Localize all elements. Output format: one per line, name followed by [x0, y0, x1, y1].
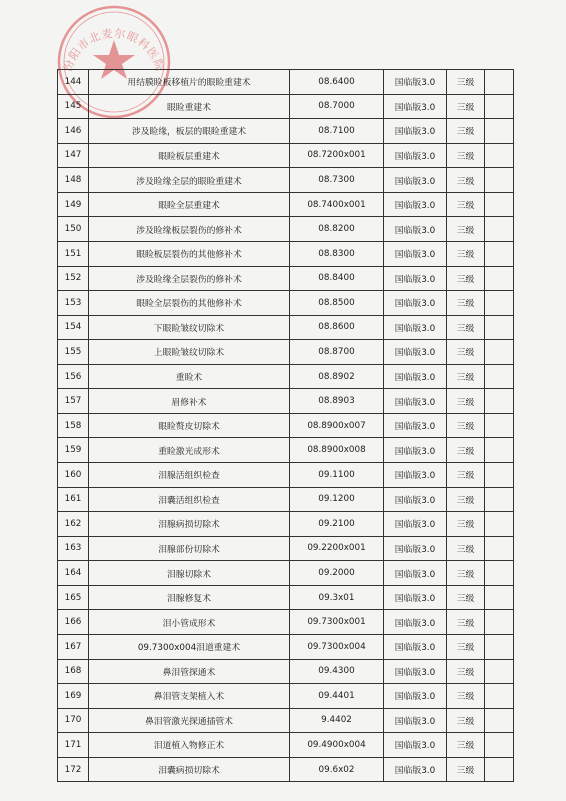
table-row — [58, 70, 514, 95]
table-row — [58, 757, 514, 782]
remark — [485, 266, 514, 291]
code-version: 国临版3.0 — [384, 733, 447, 758]
procedure-name: 眼睑板层重建术 — [89, 143, 290, 168]
surgery-level: 三级 — [447, 389, 485, 414]
table-row — [58, 217, 514, 242]
procedure-name: 眼睑全层重建术 — [89, 192, 290, 217]
remark — [485, 340, 514, 365]
procedure-name: 涉及睑缘，板层的眼睑重建术 — [89, 119, 290, 144]
surgery-level: 三级 — [447, 94, 485, 119]
code-version: 国临版3.0 — [384, 389, 447, 414]
row-number: 148 — [58, 168, 89, 193]
code-version: 国临版3.0 — [384, 119, 447, 144]
table-row — [58, 340, 514, 365]
surgery-level: 三级 — [447, 364, 485, 389]
surgery-level: 三级 — [447, 610, 485, 635]
procedure-name: 眼睑板层裂伤的其他修补术 — [89, 241, 290, 266]
row-number: 154 — [58, 315, 89, 340]
surgery-level: 三级 — [447, 291, 485, 316]
code-version: 国临版3.0 — [384, 487, 447, 512]
remark — [485, 143, 514, 168]
code-version: 国临版3.0 — [384, 315, 447, 340]
row-number: 159 — [58, 438, 89, 463]
procedure-code: 08.7300 — [290, 168, 384, 193]
code-version: 国临版3.0 — [384, 364, 447, 389]
row-number: 151 — [58, 241, 89, 266]
remark — [485, 119, 514, 144]
surgery-level: 三级 — [447, 757, 485, 782]
row-number: 161 — [58, 487, 89, 512]
code-version: 国临版3.0 — [384, 708, 447, 733]
row-number: 164 — [58, 561, 89, 586]
procedure-name: 涉及睑缘全层裂伤的修补术 — [89, 266, 290, 291]
procedure-name: 泪腺病损切除术 — [89, 512, 290, 537]
remark — [485, 413, 514, 438]
procedure-code: 08.8900x008 — [290, 438, 384, 463]
remark — [485, 561, 514, 586]
table-row — [58, 561, 514, 586]
remark — [485, 70, 514, 95]
surgery-level: 三级 — [447, 413, 485, 438]
code-version: 国临版3.0 — [384, 684, 447, 709]
procedure-code: 09.7300x001 — [290, 610, 384, 635]
procedure-code: 08.8400 — [290, 266, 384, 291]
procedure-code: 09.2000 — [290, 561, 384, 586]
procedure-name: 泪腺部份切除术 — [89, 536, 290, 561]
procedure-name: 鼻泪管探通术 — [89, 659, 290, 684]
procedure-name: 泪道植入物修正术 — [89, 733, 290, 758]
surgery-level: 三级 — [447, 708, 485, 733]
code-version: 国临版3.0 — [384, 634, 447, 659]
procedure-code: 08.8902 — [290, 364, 384, 389]
remark — [485, 168, 514, 193]
row-number: 146 — [58, 119, 89, 144]
remark — [485, 438, 514, 463]
procedure-code: 09.4300 — [290, 659, 384, 684]
remark — [485, 536, 514, 561]
procedure-name: 涉及睑缘全层的眼睑重建术 — [89, 168, 290, 193]
table-row — [58, 119, 514, 144]
code-version: 国临版3.0 — [384, 70, 447, 95]
code-version: 国临版3.0 — [384, 512, 447, 537]
row-number: 145 — [58, 94, 89, 119]
procedure-code: 09.6x02 — [290, 757, 384, 782]
procedure-name: 09.7300x004泪道重建术 — [89, 634, 290, 659]
table-row — [58, 94, 514, 119]
procedure-name: 泪腺活组织检查 — [89, 463, 290, 488]
row-number: 162 — [58, 512, 89, 537]
table-row — [58, 463, 514, 488]
remark — [485, 512, 514, 537]
table-row — [58, 536, 514, 561]
row-number: 147 — [58, 143, 89, 168]
procedure-name: 重睑术 — [89, 364, 290, 389]
surgery-level: 三级 — [447, 561, 485, 586]
remark — [485, 634, 514, 659]
remark — [485, 241, 514, 266]
code-version: 国临版3.0 — [384, 659, 447, 684]
surgery-level: 三级 — [447, 634, 485, 659]
row-number: 150 — [58, 217, 89, 242]
procedure-name: 用结膜睑板移植片的眼睑重建术 — [89, 70, 290, 95]
table-row — [58, 659, 514, 684]
surgery-level: 三级 — [447, 512, 485, 537]
procedure-code: 08.8300 — [290, 241, 384, 266]
table-row — [58, 241, 514, 266]
procedure-code: 08.7000 — [290, 94, 384, 119]
code-version: 国临版3.0 — [384, 217, 447, 242]
row-number: 163 — [58, 536, 89, 561]
code-version: 国临版3.0 — [384, 585, 447, 610]
table-row — [58, 487, 514, 512]
procedure-code: 08.8200 — [290, 217, 384, 242]
remark — [485, 389, 514, 414]
remark — [485, 291, 514, 316]
row-number: 168 — [58, 659, 89, 684]
surgery-level: 三级 — [447, 315, 485, 340]
procedure-code: 08.8600 — [290, 315, 384, 340]
surgery-level: 三级 — [447, 266, 485, 291]
surgery-level: 三级 — [447, 241, 485, 266]
row-number: 166 — [58, 610, 89, 635]
row-number: 152 — [58, 266, 89, 291]
surgery-level: 三级 — [447, 733, 485, 758]
remark — [485, 217, 514, 242]
table-body — [58, 70, 514, 782]
procedure-name: 涉及睑缘板层裂伤的修补术 — [89, 217, 290, 242]
remark — [485, 757, 514, 782]
code-version: 国临版3.0 — [384, 340, 447, 365]
code-version: 国临版3.0 — [384, 94, 447, 119]
procedure-code: 08.7100 — [290, 119, 384, 144]
code-version: 国临版3.0 — [384, 561, 447, 586]
row-number: 172 — [58, 757, 89, 782]
procedure-name: 上眼睑皱纹切除术 — [89, 340, 290, 365]
procedure-code: 08.7400x001 — [290, 192, 384, 217]
procedure-name: 泪小管成形术 — [89, 610, 290, 635]
table-row — [58, 585, 514, 610]
code-version: 国临版3.0 — [384, 241, 447, 266]
table-row — [58, 634, 514, 659]
procedure-code: 09.4401 — [290, 684, 384, 709]
table-row — [58, 413, 514, 438]
surgery-level: 三级 — [447, 536, 485, 561]
procedure-name: 眼睑赘皮切除术 — [89, 413, 290, 438]
surgery-level: 三级 — [447, 70, 485, 95]
procedure-code: 09.2100 — [290, 512, 384, 537]
table-row — [58, 512, 514, 537]
code-version: 国临版3.0 — [384, 192, 447, 217]
procedure-name: 眼睑重建术 — [89, 94, 290, 119]
code-version: 国临版3.0 — [384, 463, 447, 488]
table-row — [58, 610, 514, 635]
table-row — [58, 266, 514, 291]
row-number: 171 — [58, 733, 89, 758]
table-row — [58, 315, 514, 340]
procedure-name: 鼻泪管支架植入术 — [89, 684, 290, 709]
remark — [485, 659, 514, 684]
procedure-code: 08.8700 — [290, 340, 384, 365]
procedure-name: 眼睑全层裂伤的其他修补术 — [89, 291, 290, 316]
remark — [485, 684, 514, 709]
remark — [485, 315, 514, 340]
table-row — [58, 192, 514, 217]
surgery-level: 三级 — [447, 217, 485, 242]
row-number: 153 — [58, 291, 89, 316]
table-row — [58, 684, 514, 709]
procedure-code: 09.3x01 — [290, 585, 384, 610]
surgery-level: 三级 — [447, 192, 485, 217]
table-row — [58, 708, 514, 733]
row-number: 156 — [58, 364, 89, 389]
code-version: 国临版3.0 — [384, 291, 447, 316]
remark — [485, 487, 514, 512]
remark — [485, 708, 514, 733]
surgery-level: 三级 — [447, 168, 485, 193]
remark — [485, 94, 514, 119]
remark — [485, 364, 514, 389]
procedure-code: 09.7300x004 — [290, 634, 384, 659]
row-number: 169 — [58, 684, 89, 709]
procedure-name: 下眼睑皱纹切除术 — [89, 315, 290, 340]
row-number: 155 — [58, 340, 89, 365]
code-version: 国临版3.0 — [384, 438, 447, 463]
remark — [485, 463, 514, 488]
row-number: 149 — [58, 192, 89, 217]
procedure-code: 08.8900x007 — [290, 413, 384, 438]
procedure-code: 09.2200x001 — [290, 536, 384, 561]
code-version: 国临版3.0 — [384, 413, 447, 438]
procedure-table — [57, 69, 514, 782]
code-version: 国临版3.0 — [384, 143, 447, 168]
surgery-level: 三级 — [447, 143, 485, 168]
procedure-name: 泪腺修复术 — [89, 585, 290, 610]
table-row — [58, 733, 514, 758]
table-row — [58, 364, 514, 389]
table-row — [58, 143, 514, 168]
procedure-code: 09.4900x004 — [290, 733, 384, 758]
surgery-level: 三级 — [447, 340, 485, 365]
remark — [485, 733, 514, 758]
row-number: 157 — [58, 389, 89, 414]
procedure-name: 重睑激光成形术 — [89, 438, 290, 463]
procedure-name: 泪囊活组织检查 — [89, 487, 290, 512]
code-version: 国临版3.0 — [384, 168, 447, 193]
procedure-code: 08.8903 — [290, 389, 384, 414]
table-row — [58, 291, 514, 316]
procedure-code: 08.8500 — [290, 291, 384, 316]
remark — [485, 610, 514, 635]
procedure-code: 09.1100 — [290, 463, 384, 488]
remark — [485, 585, 514, 610]
row-number: 160 — [58, 463, 89, 488]
procedure-code: 09.1200 — [290, 487, 384, 512]
table-row — [58, 168, 514, 193]
code-version: 国临版3.0 — [384, 536, 447, 561]
procedure-name: 鼻泪管激光探通插管术 — [89, 708, 290, 733]
surgery-level: 三级 — [447, 438, 485, 463]
remark — [485, 192, 514, 217]
surgery-level: 三级 — [447, 659, 485, 684]
surgery-level: 三级 — [447, 487, 485, 512]
table-row — [58, 438, 514, 463]
procedure-name: 眉修补术 — [89, 389, 290, 414]
code-version: 国临版3.0 — [384, 266, 447, 291]
code-version: 国临版3.0 — [384, 610, 447, 635]
procedure-code: 08.7200x001 — [290, 143, 384, 168]
seal-text: 汾阳市北麦尔眼科医院 — [61, 26, 167, 74]
table-row — [58, 389, 514, 414]
row-number: 167 — [58, 634, 89, 659]
procedure-code: 9.4402 — [290, 708, 384, 733]
row-number: 144 — [58, 70, 89, 95]
row-number: 158 — [58, 413, 89, 438]
surgery-level: 三级 — [447, 684, 485, 709]
procedure-code: 08.6400 — [290, 70, 384, 95]
surgery-level: 三级 — [447, 585, 485, 610]
row-number: 170 — [58, 708, 89, 733]
procedure-name: 泪囊病损切除术 — [89, 757, 290, 782]
code-version: 国临版3.0 — [384, 757, 447, 782]
procedure-name: 泪腺切除术 — [89, 561, 290, 586]
surgery-level: 三级 — [447, 119, 485, 144]
surgery-level: 三级 — [447, 463, 485, 488]
row-number: 165 — [58, 585, 89, 610]
